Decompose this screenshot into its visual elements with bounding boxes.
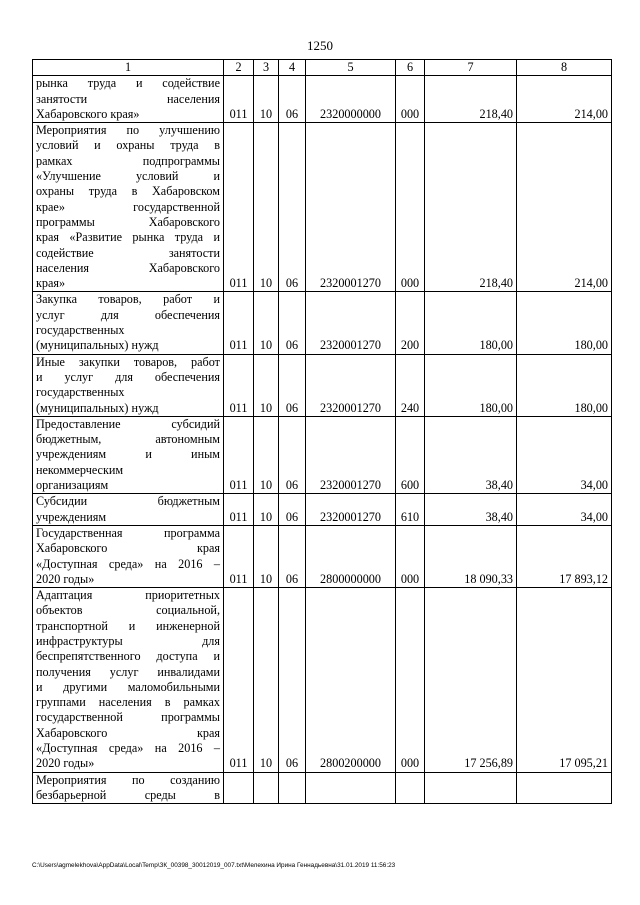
description-line: Субсидии бюджетным: [36, 494, 220, 509]
description-line: условий и охраны труда в: [36, 138, 220, 153]
amount-year-2: 34,00: [517, 494, 612, 526]
description-line: 2020 годы»: [36, 571, 95, 586]
amount-year-1: 218,40: [425, 123, 517, 292]
code-section: 10: [254, 292, 279, 354]
description-line: государственных: [36, 323, 125, 338]
budget-table: [32, 59, 612, 804]
amount-year-1: 38,40: [425, 416, 517, 493]
code-expense-type: 610: [396, 494, 425, 526]
table-row: [33, 292, 612, 354]
code-admin: [224, 772, 254, 804]
row-description: [33, 292, 224, 354]
description-line: группами населения в рамках: [36, 695, 220, 710]
amount-year-2: 214,00: [517, 123, 612, 292]
description-line: учреждениям: [36, 509, 107, 524]
amount-year-1: [425, 772, 517, 804]
amount-year-1: 218,40: [425, 76, 517, 123]
row-description: [33, 416, 224, 493]
description-line: крае» государственной: [36, 199, 220, 214]
file-path-footer: C:\Users\agmelekhova\AppData\Local\Temp\ЗК_00398_30012019_007.txt\Мелехина Ирина Геннадьевна\31.01.2019 11:56:23: [32, 862, 396, 869]
description-line: бюджетным, автономным: [36, 432, 220, 447]
code-expense-type: 240: [396, 354, 425, 416]
table-row: [33, 588, 612, 773]
description-line: учреждениям и иным: [36, 447, 220, 462]
code-target: 2320001270: [306, 494, 396, 526]
description-line: программы Хабаровского: [36, 214, 220, 229]
code-section: 10: [254, 494, 279, 526]
amount-year-2: 180,00: [517, 354, 612, 416]
code-admin: 011: [224, 76, 254, 123]
code-admin: 011: [224, 494, 254, 526]
table-row: [33, 416, 612, 493]
description-line: (муниципальных) нужд: [36, 338, 159, 353]
code-target: 2320001270: [306, 354, 396, 416]
description-line: Предоставление субсидий: [36, 416, 220, 431]
code-subsection: 06: [279, 588, 306, 773]
description-line: «Улучшение условий и: [36, 169, 220, 184]
code-target: 2320001270: [306, 292, 396, 354]
description-line: Адаптация приоритетных: [36, 588, 220, 603]
table-body: [33, 76, 612, 804]
col-header-3: 3: [254, 60, 279, 76]
amount-year-2: 214,00: [517, 76, 612, 123]
description-line: объектов социальной,: [36, 603, 220, 618]
code-target: 2320000000: [306, 76, 396, 123]
code-section: 10: [254, 416, 279, 493]
description-line: края «Развитие рынка труда и: [36, 230, 220, 245]
description-line: некоммерческим: [36, 462, 124, 477]
code-subsection: 06: [279, 123, 306, 292]
description-line: государственной программы: [36, 710, 220, 725]
description-line: Хабаровского края: [36, 725, 220, 740]
row-description: [33, 354, 224, 416]
header-row: [33, 60, 612, 76]
col-header-2: 2: [224, 60, 254, 76]
code-target: 2800200000: [306, 588, 396, 773]
description-line: занятости населения: [36, 91, 220, 106]
code-subsection: 06: [279, 494, 306, 526]
table-row: [33, 123, 612, 292]
description-line: и другими маломобильными: [36, 679, 220, 694]
page-number: 1250: [307, 38, 333, 53]
description-line: Закупка товаров, работ и: [36, 292, 220, 307]
amount-year-2: [517, 772, 612, 804]
code-section: 10: [254, 588, 279, 773]
amount-year-2: 17 095,21: [517, 588, 612, 773]
description-line: края»: [36, 276, 66, 291]
code-admin: 011: [224, 292, 254, 354]
col-header-5: 5: [306, 60, 396, 76]
description-line: организациям: [36, 478, 109, 493]
col-header-7: 7: [425, 60, 517, 76]
amount-year-2: 17 893,12: [517, 525, 612, 587]
code-expense-type: 000: [396, 588, 425, 773]
description-line: Мероприятия по созданию: [36, 772, 220, 787]
description-line: услуг для обеспечения: [36, 307, 220, 322]
code-expense-type: 200: [396, 292, 425, 354]
description-line: беспрепятственного доступа и: [36, 649, 220, 664]
row-description: [33, 76, 224, 123]
code-expense-type: 600: [396, 416, 425, 493]
col-header-6: 6: [396, 60, 425, 76]
code-section: 10: [254, 525, 279, 587]
code-admin: 011: [224, 123, 254, 292]
amount-year-2: 180,00: [517, 292, 612, 354]
row-description: [33, 525, 224, 587]
code-admin: 011: [224, 588, 254, 773]
code-expense-type: 000: [396, 123, 425, 292]
table-row: [33, 525, 612, 587]
description-line: Хабаровского края»: [36, 106, 140, 121]
amount-year-1: 17 256,89: [425, 588, 517, 773]
description-line: Мероприятия по улучшению: [36, 123, 220, 138]
description-line: получения услуг инвалидами: [36, 664, 220, 679]
row-description: [33, 772, 224, 804]
amount-year-1: 180,00: [425, 292, 517, 354]
code-expense-type: 000: [396, 525, 425, 587]
description-line: рамках подпрограммы: [36, 153, 220, 168]
description-line: (муниципальных) нужд: [36, 400, 159, 415]
description-line: содействие занятости: [36, 245, 220, 260]
code-target: 2320001270: [306, 123, 396, 292]
description-line: безбарьерной среды в: [36, 787, 220, 802]
code-subsection: 06: [279, 76, 306, 123]
code-target: [306, 772, 396, 804]
description-line: охраны труда в Хабаровском: [36, 184, 220, 199]
code-target: 2320001270: [306, 416, 396, 493]
description-line: Государственная программа: [36, 525, 220, 540]
col-header-8: 8: [517, 60, 612, 76]
amount-year-1: 38,40: [425, 494, 517, 526]
table-row: [33, 772, 612, 804]
code-subsection: 06: [279, 416, 306, 493]
description-line: «Доступная среда» на 2016 –: [36, 556, 220, 571]
table-row: [33, 76, 612, 123]
code-subsection: [279, 772, 306, 804]
code-admin: 011: [224, 525, 254, 587]
table-row: [33, 354, 612, 416]
description-line: Хабаровского края: [36, 541, 220, 556]
amount-year-2: 34,00: [517, 416, 612, 493]
code-section: 10: [254, 76, 279, 123]
amount-year-1: 18 090,33: [425, 525, 517, 587]
code-subsection: 06: [279, 525, 306, 587]
amount-year-1: 180,00: [425, 354, 517, 416]
description-line: Иные закупки товаров, работ: [36, 354, 220, 369]
description-line: населения Хабаровского: [36, 260, 220, 275]
description-line: «Доступная среда» на 2016 –: [36, 741, 220, 756]
description-line: государственных: [36, 385, 125, 400]
code-section: 10: [254, 123, 279, 292]
code-section: 10: [254, 354, 279, 416]
row-description: [33, 588, 224, 773]
description-line: и услуг для обеспечения: [36, 369, 220, 384]
code-admin: 011: [224, 354, 254, 416]
description-line: транспортной и инженерной: [36, 618, 220, 633]
description-line: рынка труда и содействие: [36, 76, 220, 91]
code-expense-type: 000: [396, 76, 425, 123]
table-row: [33, 494, 612, 526]
code-admin: 011: [224, 416, 254, 493]
row-description: [33, 123, 224, 292]
code-section: [254, 772, 279, 804]
code-target: 2800000000: [306, 525, 396, 587]
col-header-1: 1: [33, 60, 224, 76]
description-line: инфраструктуры для: [36, 633, 220, 648]
code-subsection: 06: [279, 292, 306, 354]
code-subsection: 06: [279, 354, 306, 416]
row-description: [33, 494, 224, 526]
code-expense-type: [396, 772, 425, 804]
col-header-4: 4: [279, 60, 306, 76]
description-line: 2020 годы»: [36, 756, 95, 771]
